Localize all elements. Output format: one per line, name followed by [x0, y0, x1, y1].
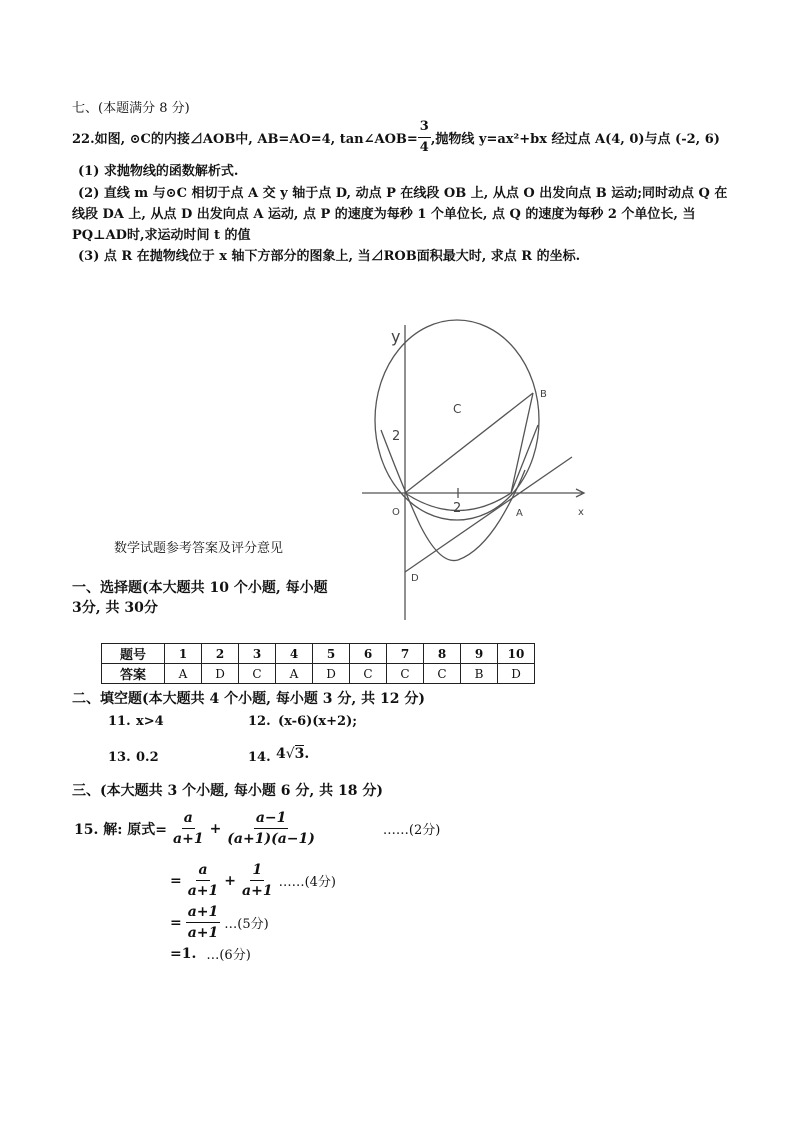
q15-s2-frac2	[240, 862, 275, 899]
fill-11-number: 11.	[108, 714, 131, 729]
q15-s1-frac2-num: a−1	[254, 810, 289, 829]
section1-heading-line2: 3分, 共 30分	[72, 600, 158, 616]
q15-s3-frac	[186, 904, 221, 941]
fill-14-radicand: 3	[294, 746, 305, 762]
q15-s3-frac-den: a+1	[187, 925, 219, 941]
answers-title: 数学试题参考答案及评分意见	[114, 541, 284, 556]
table-choice: D	[202, 664, 239, 684]
q15-s1-frac1-num: a	[182, 810, 195, 829]
label-o: O	[392, 507, 400, 518]
q15-s1-frac1-den: a+1	[173, 831, 204, 847]
label-x: x	[578, 507, 584, 518]
fill-13-answer: 0.2	[136, 750, 159, 765]
x-tick-label-2: 2	[453, 501, 462, 516]
q15-s4-result: =1.	[170, 945, 197, 962]
q15-s3-eq: =	[170, 914, 182, 931]
table-choice: D	[498, 664, 535, 684]
q15-s2-frac1-den: a+1	[187, 883, 219, 899]
table-number: 3	[239, 644, 276, 664]
q15-s2-plus: +	[224, 872, 237, 889]
table-number: 8	[424, 644, 461, 664]
q15-s2-frac1	[186, 862, 221, 899]
q15-step3	[170, 904, 269, 941]
table-number: 9	[461, 644, 498, 664]
q15-step4	[170, 944, 251, 963]
fill-14-period: .	[304, 746, 310, 762]
q15-s4-note: …(6分)	[206, 948, 251, 963]
table-choice: A	[276, 664, 313, 684]
y-tick-label-2: 2	[392, 429, 401, 444]
answer-table-choice-row	[102, 664, 535, 684]
q15-s2-frac2-den: a+1	[242, 883, 273, 899]
answer-table-header-row	[102, 644, 535, 664]
q15-s1-frac1	[171, 810, 206, 847]
tan-numerator: 3	[418, 119, 431, 138]
label-a: A	[516, 508, 523, 519]
table-number: 7	[387, 644, 424, 664]
table-choice: C	[350, 664, 387, 684]
table-number: 6	[350, 644, 387, 664]
fill-11-answer: x>4	[136, 714, 164, 729]
geometry-figure	[330, 318, 600, 624]
q15-step1	[74, 810, 440, 847]
section-title: 七、(本题满分 8 分)	[72, 101, 190, 116]
table-choice: D	[313, 664, 350, 684]
section3-heading: 三、(本大题共 3 个小题, 每小题 6 分, 共 18 分)	[72, 783, 383, 799]
problem-part2-line1: (2) 直线 m 与⊙C 相切于点 A 交 y 轴于点 D, 动点 P 在线段 OB 上, 从点 O 出发向点 B 运动;同时动点 Q 在	[78, 186, 728, 201]
q15-s2-eq: =	[170, 872, 182, 889]
section1-heading-line1: 一、选择题(本大题共 10 个小题, 每小题	[72, 580, 328, 596]
fill-14-number: 14.	[248, 750, 271, 765]
q15-s2-frac2-num: 1	[250, 862, 264, 881]
table-number: 10	[498, 644, 535, 664]
tan-denominator: 4	[419, 140, 429, 155]
label-c: C	[453, 402, 462, 416]
table-number: 5	[313, 644, 350, 664]
fill-12-number: 12.	[248, 714, 271, 729]
label-b: B	[540, 389, 547, 400]
table-choice: C	[387, 664, 424, 684]
problem-intro-b: ,抛物线 y=ax²+bx 经过点 A(4, 0)与点 (-2, 6)	[430, 132, 720, 147]
q15-s1-frac2-den: (a+1)(a−1)	[227, 831, 315, 847]
problem-intro	[72, 119, 720, 156]
fill-14-coef: 4	[276, 746, 286, 762]
answer-table-answer-label: 答案	[102, 664, 165, 684]
q15-s3-note: …(5分)	[224, 917, 269, 932]
problem-part1: (1) 求抛物线的函数解析式.	[78, 164, 239, 179]
fill-14-answer	[276, 746, 309, 762]
label-y: y	[391, 327, 401, 346]
problem-part2-line3: PQ⊥AD时,求运动时间 t 的值	[72, 228, 251, 243]
answer-table	[101, 643, 535, 684]
q15-s1-frac2	[225, 810, 317, 847]
circle-c	[375, 320, 539, 520]
section2-heading: 二、填空题(本大题共 4 个小题, 每小题 3 分, 共 12 分)	[72, 691, 425, 707]
q15-s1-plus: +	[209, 820, 222, 837]
q15-step2	[170, 862, 336, 899]
table-number: 2	[202, 644, 239, 664]
label-d: D	[411, 573, 419, 584]
q15-s1-note: ……(2分)	[382, 823, 441, 838]
q15-s3-frac-num: a+1	[186, 904, 221, 923]
problem-part2-line2: 线段 DA 上, 从点 D 出发向点 A 运动, 点 P 的速度为每秒 1 个单位长, 点 Q 的速度为每秒 2 个单位长, 当	[72, 207, 696, 222]
fill-12-answer: (x-6)(x+2);	[278, 714, 358, 729]
table-number: 1	[165, 644, 202, 664]
q15-s2-frac1-num: a	[196, 862, 209, 881]
problem-part3: (3) 点 R 在抛物线位于 x 轴下方部分的图象上, 当⊿ROB面积最大时, 求点 R 的坐标.	[78, 249, 581, 264]
answer-table-header-label: 题号	[102, 644, 165, 664]
table-choice: C	[239, 664, 276, 684]
tan-fraction	[418, 119, 431, 156]
q15-label: 15. 解: 原式=	[74, 821, 168, 838]
table-choice: B	[461, 664, 498, 684]
problem-intro-a: 22.如图, ⊙C的内接⊿AOB中, AB=AO=4, tan∠AOB=	[72, 132, 418, 147]
table-choice: A	[165, 664, 202, 684]
table-choice: C	[424, 664, 461, 684]
sqrt-icon: √	[285, 746, 295, 762]
table-number: 4	[276, 644, 313, 664]
fill-13-number: 13.	[108, 750, 131, 765]
q15-s2-note: ……(4分)	[278, 875, 336, 890]
